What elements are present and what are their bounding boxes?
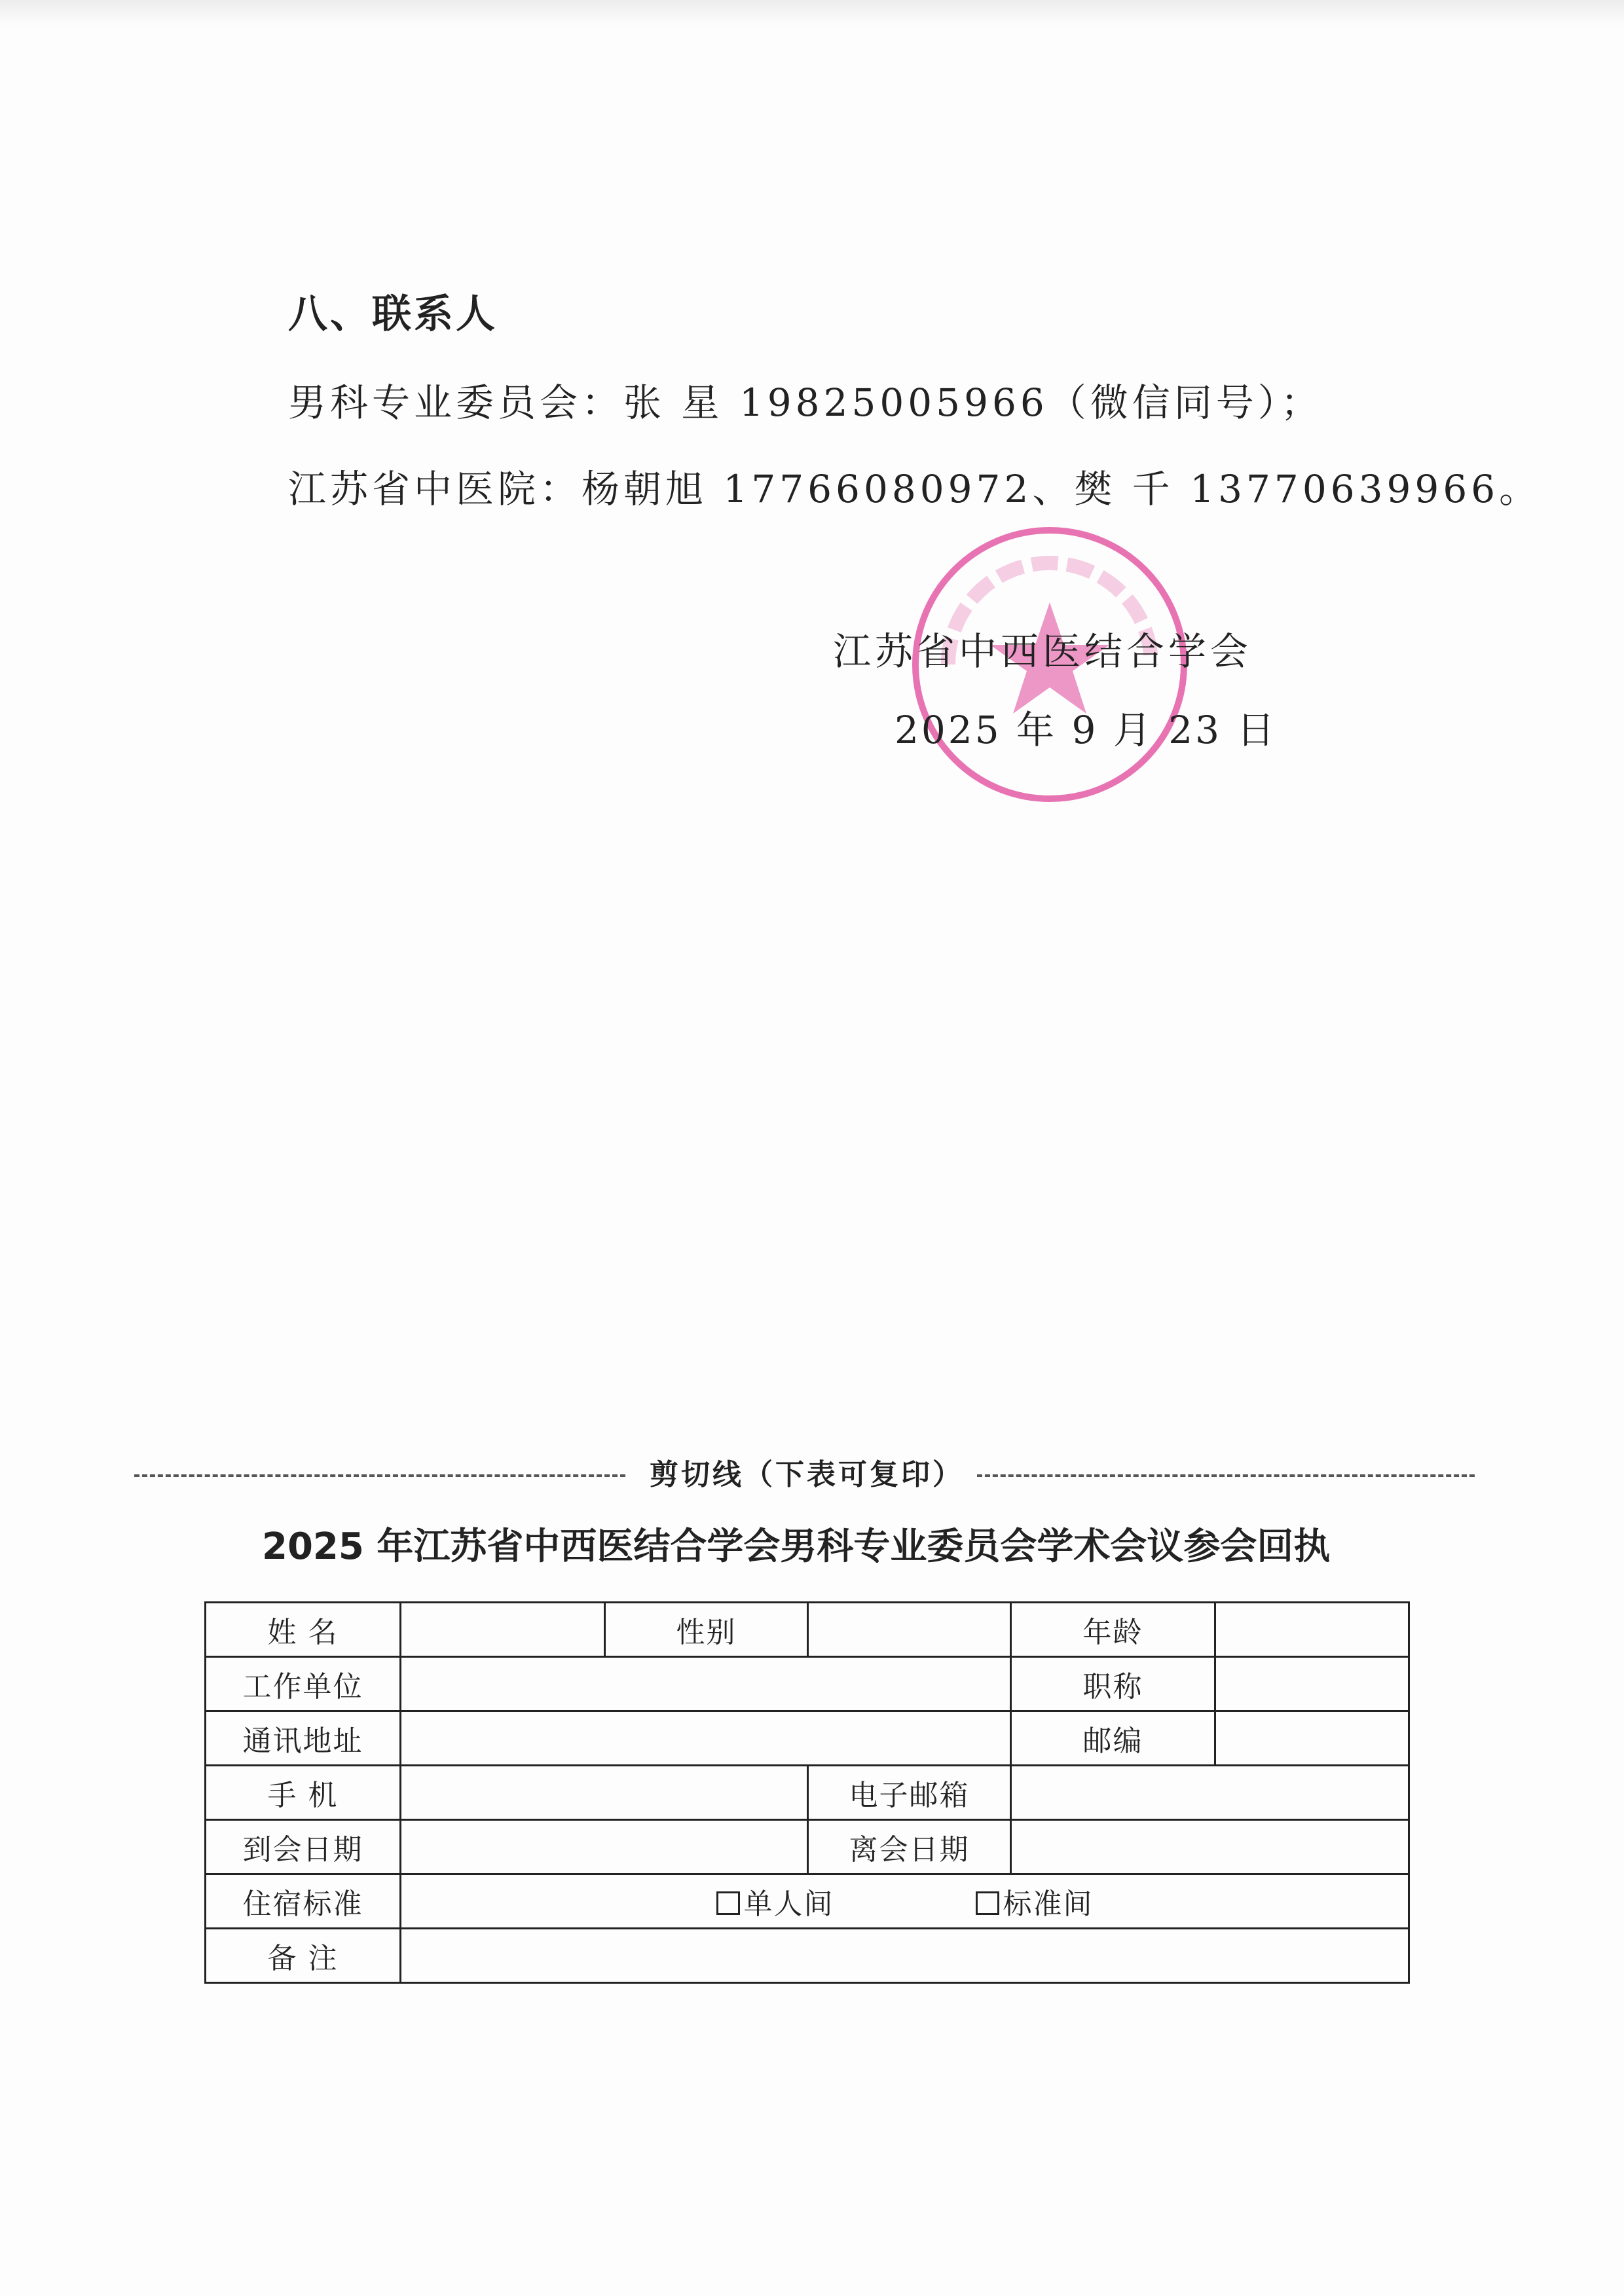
label-gender: 性别	[605, 1603, 808, 1657]
label-arrival: 到会日期	[206, 1820, 401, 1874]
field-email[interactable]	[1011, 1766, 1409, 1820]
label-postcode: 邮编	[1011, 1711, 1215, 1766]
cut-line-left	[134, 1474, 625, 1516]
form-row-address	[206, 1711, 1409, 1766]
field-gender[interactable]	[808, 1603, 1011, 1657]
form-row-lodging	[206, 1874, 1409, 1929]
label-departure: 离会日期	[808, 1820, 1011, 1874]
label-title: 职称	[1011, 1657, 1215, 1711]
label-name: 姓 名	[206, 1603, 401, 1657]
field-age[interactable]	[1215, 1603, 1409, 1657]
label-age: 年龄	[1011, 1603, 1215, 1657]
checkbox-icon[interactable]	[716, 1891, 740, 1915]
option-standard-room[interactable]	[976, 1880, 1094, 1922]
field-address[interactable]	[401, 1711, 1011, 1766]
cut-line-right	[977, 1474, 1475, 1516]
field-arrival[interactable]	[401, 1820, 808, 1874]
form-row-name	[206, 1603, 1409, 1657]
field-remarks[interactable]	[401, 1929, 1409, 1983]
form-row-dates	[206, 1820, 1409, 1874]
checkbox-icon[interactable]	[976, 1891, 999, 1915]
label-address: 通讯地址	[206, 1711, 401, 1766]
section-heading: 八、联系人	[288, 291, 498, 337]
field-postcode[interactable]	[1215, 1711, 1409, 1766]
field-name[interactable]	[401, 1603, 605, 1657]
contact-line-hospital: 江苏省中医院：杨朝旭 17766080972、樊 千 13770639966。	[288, 467, 1541, 511]
form-row-mobile	[206, 1766, 1409, 1820]
field-workplace[interactable]	[401, 1657, 1011, 1711]
option-single-room[interactable]	[716, 1880, 834, 1922]
field-mobile[interactable]	[401, 1766, 808, 1820]
label-mobile: 手 机	[206, 1766, 401, 1820]
form-title: 2025 年江苏省中西医结合学会男科专业委员会学术会议参会回执	[262, 1525, 1331, 1568]
registration-form-table	[204, 1601, 1410, 1984]
field-departure[interactable]	[1011, 1820, 1409, 1874]
label-workplace: 工作单位	[206, 1657, 401, 1711]
contact-line-committee: 男科专业委员会：张 星 19825005966（微信同号）；	[288, 380, 1323, 425]
field-lodging	[401, 1874, 1409, 1929]
cut-line-label: 剪切线（下表可复印）	[650, 1458, 964, 1491]
form-row-workplace	[206, 1657, 1409, 1711]
signature-date: 2025 年 9 月 23 日	[895, 708, 1278, 752]
field-title[interactable]	[1215, 1657, 1409, 1711]
option-standard-room-label: 标准间	[1003, 1887, 1094, 1921]
option-single-room-label: 单人间	[743, 1887, 834, 1921]
label-remarks: 备 注	[206, 1929, 401, 1983]
form-row-remarks	[206, 1929, 1409, 1983]
label-email: 电子邮箱	[808, 1766, 1011, 1820]
label-lodging: 住宿标准	[206, 1874, 401, 1929]
scan-edge	[0, 0, 1624, 26]
signature-organization: 江苏省中西医结合学会	[833, 629, 1253, 674]
